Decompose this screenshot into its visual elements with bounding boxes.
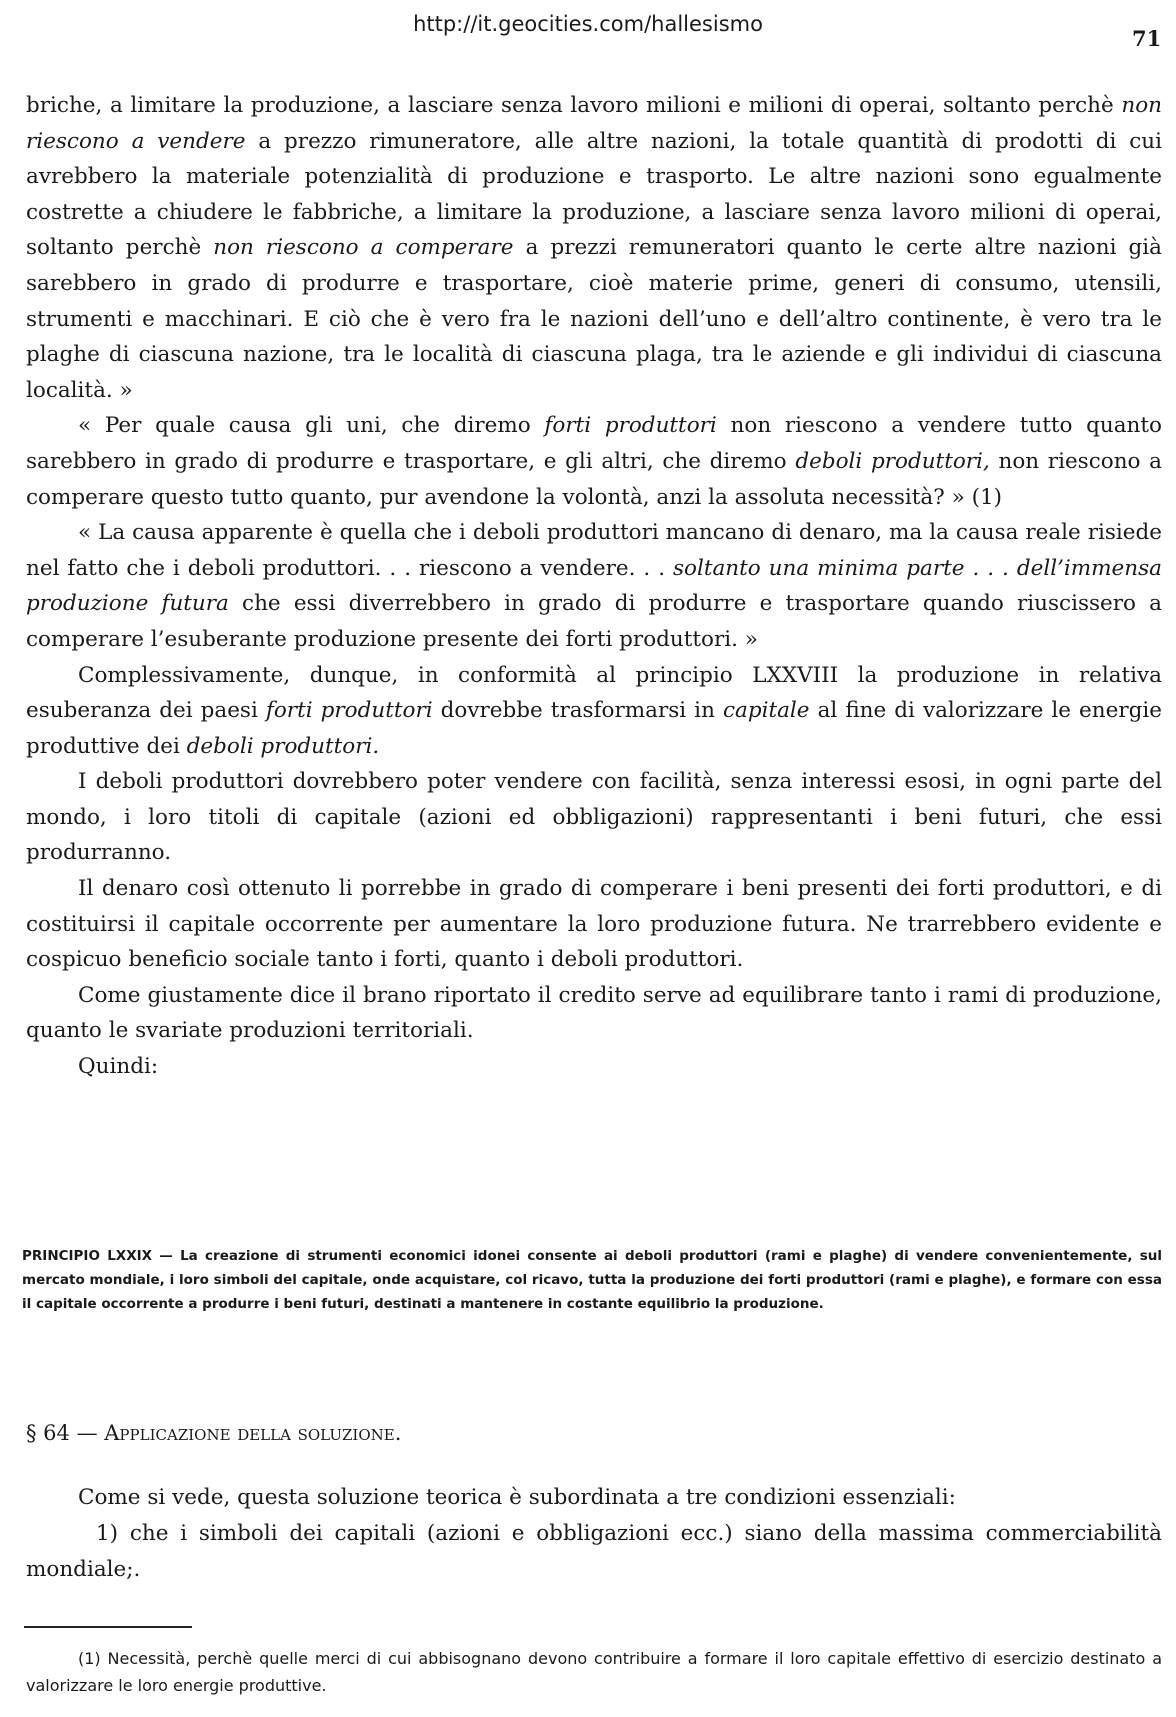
page-number: 71	[1132, 26, 1162, 51]
principle-box	[22, 1244, 1162, 1316]
paragraph-3	[26, 515, 1162, 657]
paragraph-2	[26, 408, 1162, 515]
paragraph-8: Quindi:	[78, 1054, 159, 1080]
paragraph-3-italic: soltanto una minima parte . . . dell’immensa produzione futura	[26, 555, 1162, 617]
section-paragraph-2: 1) che i simboli dei capitali (azioni e obbligazioni ecc.) siano della massima commerciabilità mondiale;.	[26, 1521, 1162, 1582]
section-title: Applicazione della soluzione.	[104, 1421, 402, 1445]
section-number: § 64 —	[26, 1421, 98, 1445]
principle-text: La creazione di strumenti economici idonei consente ai deboli produttori (rami e plaghe) di vendere convenientemente, sul mercato mondiale, i loro simboli del capitale, onde acquistare, col ricavo, tutta la produzione dei forti produttori (rami e plaghe), e formare con essa il capitale occorrente a produrre i beni futuri, destinati a mantenere in costante equilibrio la produzione.	[22, 1248, 1162, 1312]
section-heading	[26, 1421, 401, 1445]
footnote: (1) Necessità, perchè quelle merci di cui abbisognano devono contribuire a formare il loro capitale effettivo di esercizio destinato a valorizzare le loro energie produttive.	[26, 1649, 1162, 1695]
paragraph-3-text-b: che essi diverrebbero in grado di produrre e trasportare quando riuscissero a comperare l’esuberante produzione presente dei forti produttori. »	[26, 591, 1162, 652]
footnote-rule	[24, 1626, 192, 1628]
paragraph-6: Il denaro così ottenuto li porrebbe in grado di comperare i beni presenti dei forti produttori, e di costituirsi il capitale occorrente per aumentare la loro produzione futura. Ne trarrebbero evidente e cospicuo beneficio sociale tanto i forti, quanto i deboli produttori.	[26, 876, 1162, 973]
paragraph-1-italic-b: non riescono a comperare	[213, 235, 514, 261]
section-body	[26, 1480, 1162, 1588]
paragraph-4-italic-b: capitale	[722, 698, 810, 724]
paragraph-2-text-a: « Per quale causa gli uni, che diremo	[78, 413, 545, 439]
paragraph-4-italic-a: forti produttori	[265, 698, 433, 724]
paragraph-3-text-a: « La causa apparente è quella che i deboli produttori mancano di denaro, ma la causa reale risiede nel fatto che i deboli produttori. . . riescono a vendere. . .	[26, 520, 1162, 581]
paragraph-1-text-c: a prezzi remuneratori quanto le certe altre nazioni già sarebbero in grado di produrre e trasportare, cioè materie prime, generi di consumo, utensili, strumenti e macchinari. E ciò che è vero fra le nazioni dell’uno e dell’altro continente, è vero tra le plaghe di ciascuna nazione, tra le località di ciascuna plaga, tra le aziende e gli individui di ciascuna località. »	[26, 235, 1162, 403]
paragraph-4-text-c: al fine di valorizzare le energie produttive dei	[26, 698, 1162, 759]
paragraph-4-text-b: dovrebbe trasformarsi in	[432, 698, 723, 724]
paragraph-2-italic-a: forti produttori	[544, 413, 717, 439]
paragraph-4-italic-c: deboli produttori.	[186, 733, 380, 759]
paragraph-7: Come giustamente dice il brano riportato il credito serve ad equilibrare tanto i rami di produzione, quanto le svariate produzioni territoriali.	[26, 982, 1162, 1044]
section-paragraph-1: Come si vede, questa soluzione teorica è subordinata a tre condizioni essenziali:	[78, 1485, 956, 1510]
paragraph-1	[26, 88, 1162, 408]
paragraph-4	[26, 658, 1162, 765]
paragraph-4-text-a: Complessivamente, dunque, in conformità al principio LXXVIII la produzione in relativa esuberanza dei paesi	[26, 662, 1162, 724]
paragraph-2-italic-b: deboli produttori,	[795, 448, 990, 474]
body-text	[26, 88, 1162, 1085]
paragraph-2-text-b: non riescono a vendere tutto quanto sarebbero in grado di produrre e trasportare, e gli altri, che diremo	[26, 413, 1162, 474]
source-url: http://it.geocities.com/hallesismo	[413, 12, 763, 36]
paragraph-2-text-c: non riescono a comperare questo tutto quanto, pur avendone la volontà, anzi la assoluta necessità? » (1)	[26, 448, 1162, 510]
principle-label: PRINCIPIO LXXIX —	[22, 1248, 173, 1264]
paragraph-1-text-a: briche, a limitare la produzione, a lasciare senza lavoro milioni e milioni di operai, soltanto perchè	[26, 93, 1122, 118]
paragraph-1-italic-a: non riescono a vendere	[26, 93, 1162, 154]
paragraph-5: I deboli produttori dovrebbero poter vendere con facilità, senza interessi esosi, in ogni parte del mondo, i loro titoli di capitale (azioni ed obbligazioni) rappresentanti i beni futuri, che essi produrranno.	[26, 769, 1162, 866]
paragraph-1-text-b: a prezzo rimuneratore, alle altre nazioni, la totale quantità di prodotti di cui avrebbero la materiale potenzialità di produzione e trasporto. Le altre nazioni sono egualmente costrette a chiudere le fabbriche, a limitare la produzione, a lasciare senza lavoro milioni di operai, soltanto perchè	[26, 128, 1162, 261]
